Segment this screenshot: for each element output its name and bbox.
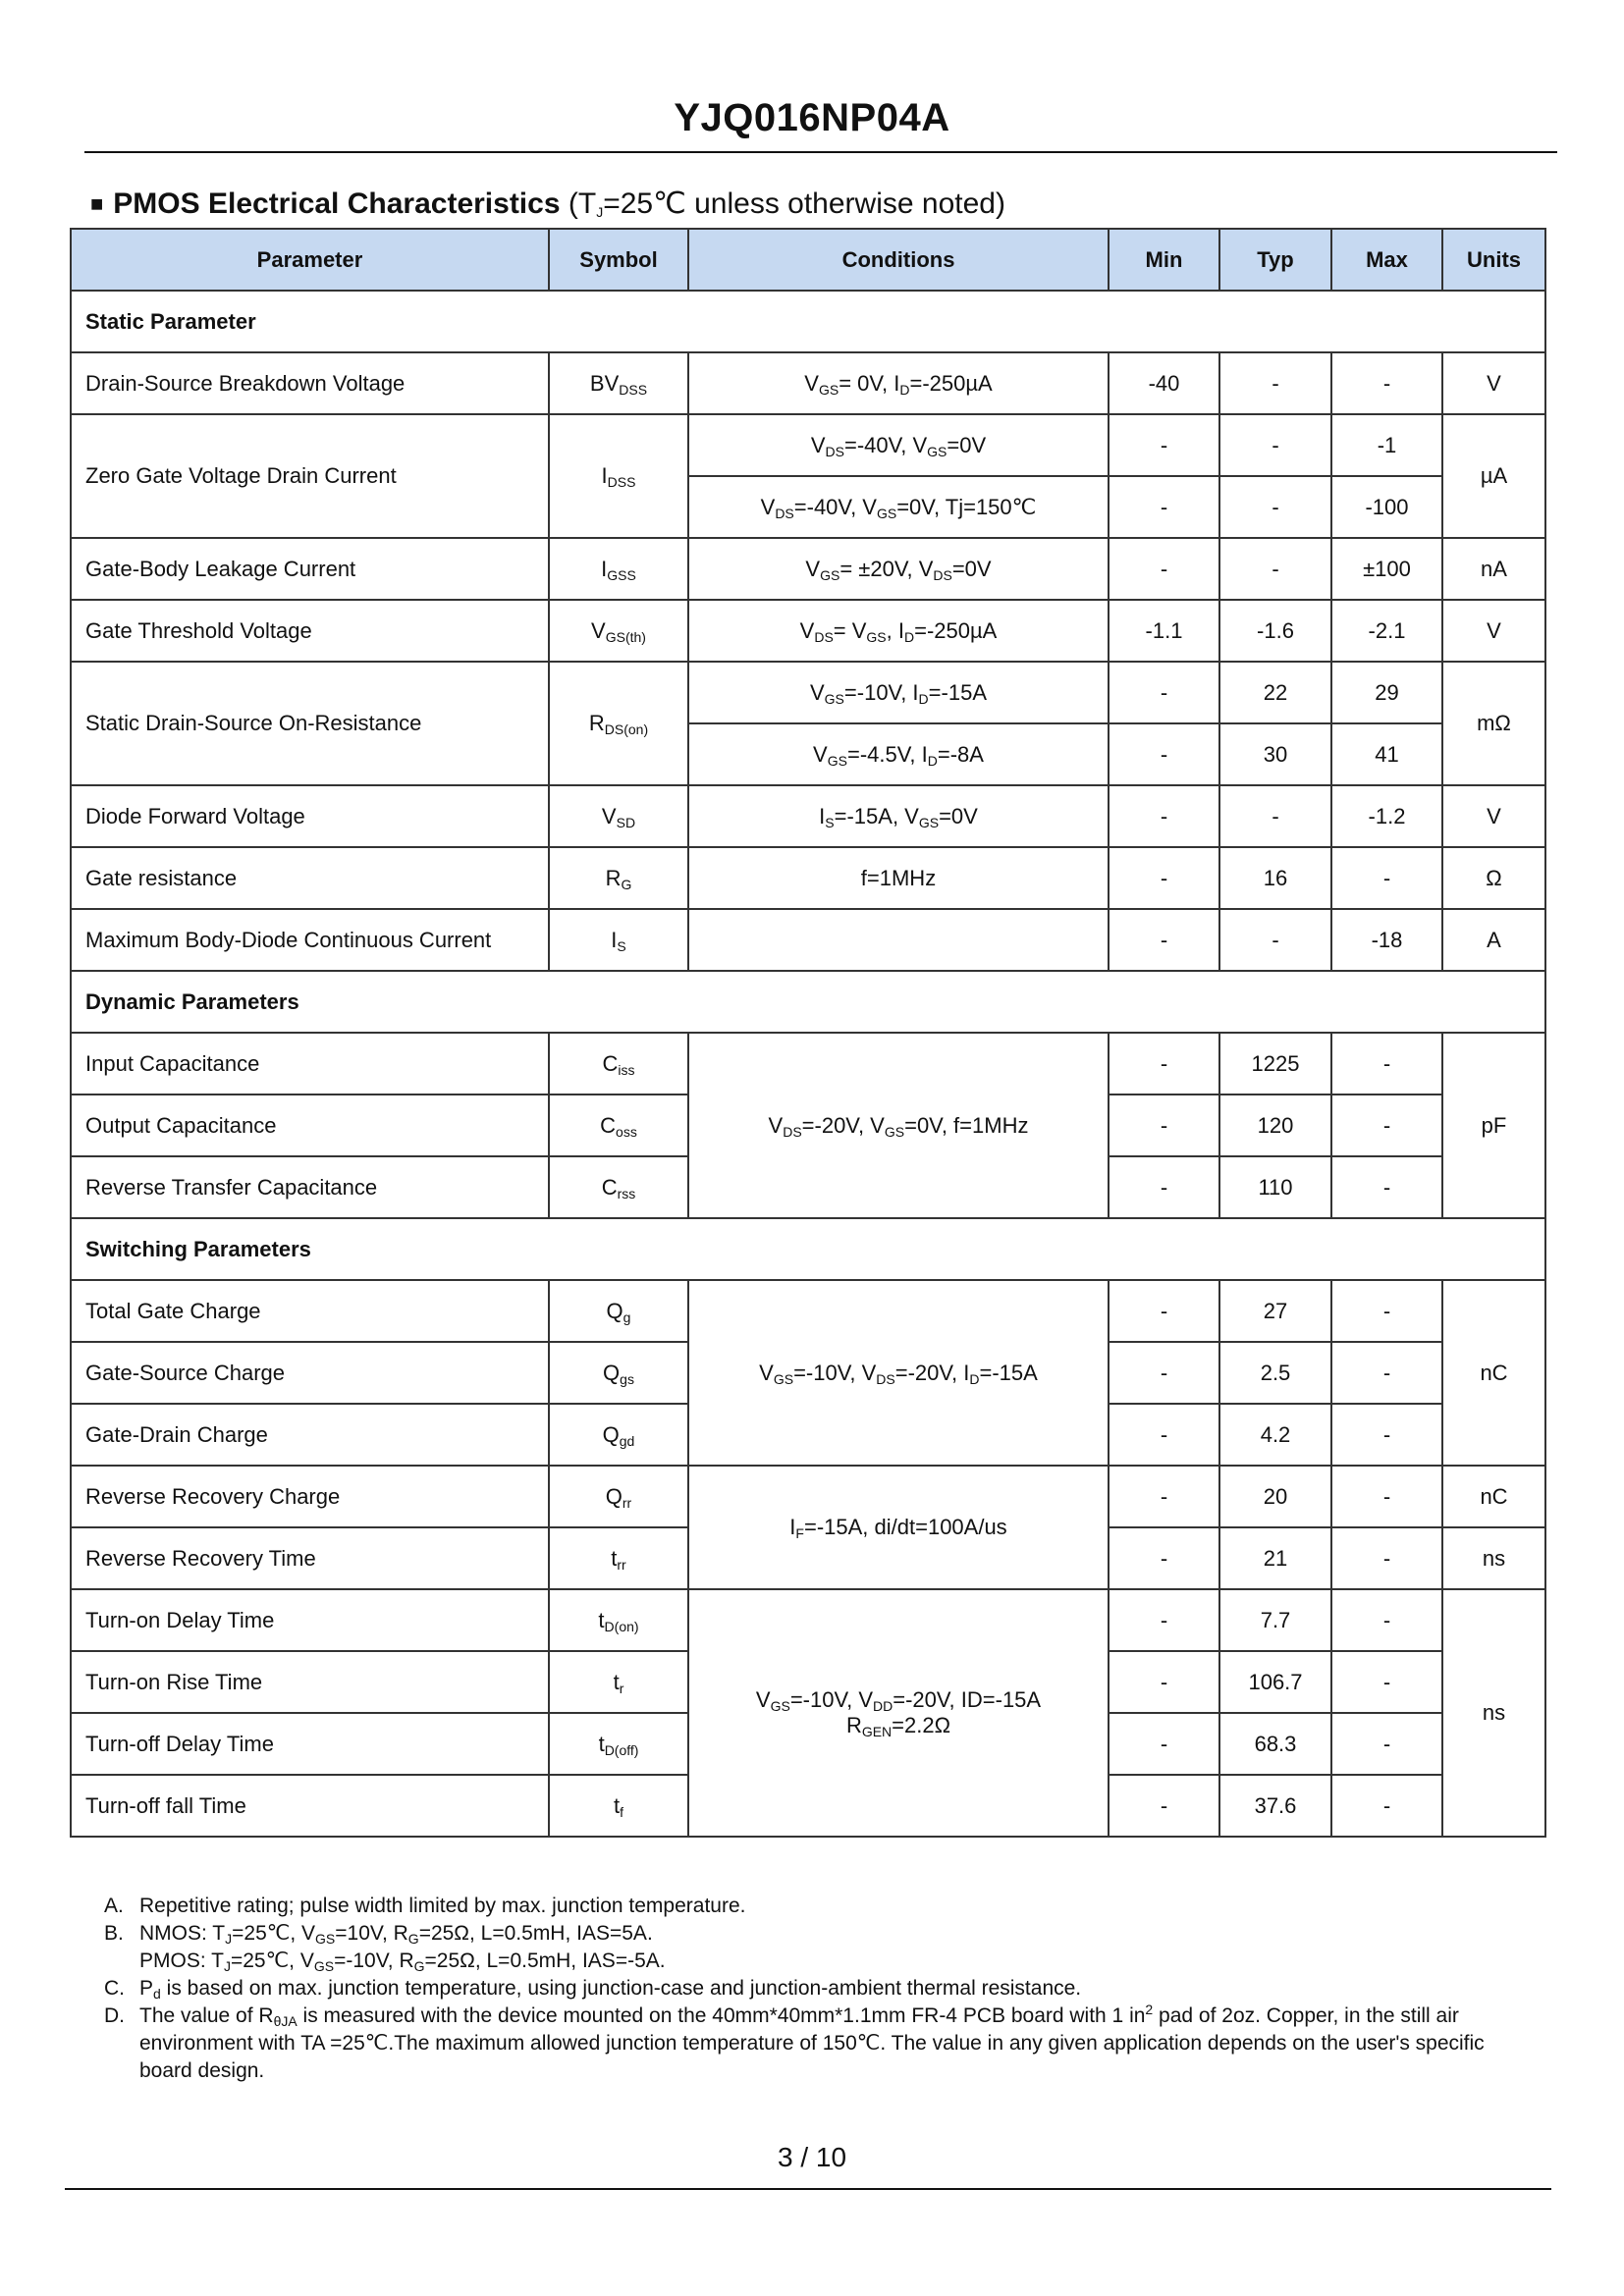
typ-cell: 37.6 bbox=[1219, 1775, 1331, 1837]
typ-cell: - bbox=[1219, 414, 1331, 476]
min-cell: - bbox=[1109, 1775, 1219, 1837]
min-cell: - bbox=[1109, 538, 1219, 600]
bullet-square-icon: ■ bbox=[90, 191, 104, 216]
min-cell: - bbox=[1109, 1033, 1219, 1095]
max-cell: 29 bbox=[1331, 662, 1442, 723]
table-row bbox=[71, 1033, 1545, 1095]
min-cell: -40 bbox=[1109, 352, 1219, 414]
symbol-cell: $t_{D(off)}$ bbox=[549, 1713, 688, 1775]
condition-cell: $V_{GS}= 0V$, $I_D=-250\mu A$ bbox=[688, 352, 1109, 414]
symbol-cell: $I_{GSS}$ bbox=[549, 538, 688, 600]
electrical-characteristics-table bbox=[70, 228, 1546, 1838]
section-title: PMOS Electrical Characteristics bbox=[113, 187, 561, 220]
max-cell: - bbox=[1331, 1651, 1442, 1713]
max-cell: - bbox=[1331, 1342, 1442, 1404]
unit-cell: pF bbox=[1442, 1033, 1545, 1218]
condition-cell: $V_{DS}=-20V$, $V_{GS}=0V$, f=1MHz bbox=[688, 1033, 1109, 1218]
group-dynamic: Dynamic Parameters bbox=[71, 971, 1545, 1033]
min-cell: -1.1 bbox=[1109, 600, 1219, 662]
condition-cell: $V_{GS}=-4.5V$, $I_D=-8A$ bbox=[688, 723, 1109, 785]
typ-cell: 4.2 bbox=[1219, 1404, 1331, 1466]
symbol-cell: $Q_{gs}$ bbox=[549, 1342, 688, 1404]
param-cell: Diode Forward Voltage bbox=[71, 785, 549, 847]
note-b: B. NMOS: $T_J=25℃$, $V_{GS}=10V$, $R_G=25\Omega$, L=0.5mH, IAS=5A. PMOS: $T_J=25℃$, $V_{GS}=-10V$, $R_G=25\Omega$, L=0.5mH, IAS=-5A. bbox=[104, 1922, 666, 1974]
max-cell: - bbox=[1331, 1156, 1442, 1218]
typ-cell: 30 bbox=[1219, 723, 1331, 785]
max-cell: - bbox=[1331, 1280, 1442, 1342]
symbol-cell: $V_{GS(th)}$ bbox=[549, 600, 688, 662]
symbol-cell: $t_{rr}$ bbox=[549, 1527, 688, 1589]
footer-divider bbox=[65, 2188, 1551, 2190]
min-cell: - bbox=[1109, 723, 1219, 785]
unit-cell: nC bbox=[1442, 1280, 1545, 1466]
param-cell: Total Gate Charge bbox=[71, 1280, 549, 1342]
max-cell: -18 bbox=[1331, 909, 1442, 971]
unit-cell: ns bbox=[1442, 1527, 1545, 1589]
symbol-cell: $V_{SD}$ bbox=[549, 785, 688, 847]
max-cell: ±100 bbox=[1331, 538, 1442, 600]
group-switching: Switching Parameters bbox=[71, 1218, 1545, 1280]
symbol-cell: $I_S$ bbox=[549, 909, 688, 971]
condition-cell: $I_F=-15A$, di/dt=100A/us bbox=[688, 1466, 1109, 1589]
max-cell: -1 bbox=[1331, 414, 1442, 476]
param-cell: Reverse Recovery Charge bbox=[71, 1466, 549, 1527]
max-cell: - bbox=[1331, 352, 1442, 414]
param-cell: Gate-Body Leakage Current bbox=[71, 538, 549, 600]
group-row-dynamic bbox=[71, 971, 1545, 1033]
param-cell: Gate-Source Charge bbox=[71, 1342, 549, 1404]
unit-cell: A bbox=[1442, 909, 1545, 971]
condition-cell: $V_{DS}= V_{GS}$, $I_D=-250\mu A$ bbox=[688, 600, 1109, 662]
symbol-cell: $Q_{rr}$ bbox=[549, 1466, 688, 1527]
group-row-switching bbox=[71, 1218, 1545, 1280]
min-cell: - bbox=[1109, 1651, 1219, 1713]
table-row bbox=[71, 1466, 1545, 1527]
table-row bbox=[71, 600, 1545, 662]
condition-cell: $V_{DS}=-40V$, $V_{GS}=0V$, Tj=150℃ bbox=[688, 476, 1109, 538]
max-cell: - bbox=[1331, 1466, 1442, 1527]
param-cell: Static Drain-Source On-Resistance bbox=[71, 662, 549, 785]
max-cell: -100 bbox=[1331, 476, 1442, 538]
unit-cell: mΩ bbox=[1442, 662, 1545, 785]
symbol-cell: $t_f$ bbox=[549, 1775, 688, 1837]
param-cell: Output Capacitance bbox=[71, 1095, 549, 1156]
unit-cell: Ω bbox=[1442, 847, 1545, 909]
max-cell: - bbox=[1331, 1404, 1442, 1466]
max-cell: - bbox=[1331, 847, 1442, 909]
min-cell: - bbox=[1109, 662, 1219, 723]
min-cell: - bbox=[1109, 1342, 1219, 1404]
typ-cell: - bbox=[1219, 538, 1331, 600]
symbol-cell: $R_G$ bbox=[549, 847, 688, 909]
table-row bbox=[71, 662, 1545, 723]
unit-cell: nA bbox=[1442, 538, 1545, 600]
max-cell: - bbox=[1331, 1775, 1442, 1837]
min-cell: - bbox=[1109, 1589, 1219, 1651]
min-cell: - bbox=[1109, 909, 1219, 971]
header-parameter: Parameter bbox=[71, 229, 549, 291]
table-row bbox=[71, 538, 1545, 600]
symbol-cell: $Q_{gd}$ bbox=[549, 1404, 688, 1466]
max-cell: -1.2 bbox=[1331, 785, 1442, 847]
min-cell: - bbox=[1109, 785, 1219, 847]
condition-cell: f=1MHz bbox=[688, 847, 1109, 909]
param-cell: Turn-on Delay Time bbox=[71, 1589, 549, 1651]
symbol-cell: $I_{DSS}$ bbox=[549, 414, 688, 538]
param-cell: Maximum Body-Diode Continuous Current bbox=[71, 909, 549, 971]
header-min: Min bbox=[1109, 229, 1219, 291]
typ-cell: 20 bbox=[1219, 1466, 1331, 1527]
typ-cell: 110 bbox=[1219, 1156, 1331, 1218]
param-cell: Input Capacitance bbox=[71, 1033, 549, 1095]
typ-cell: 1225 bbox=[1219, 1033, 1331, 1095]
max-cell: 41 bbox=[1331, 723, 1442, 785]
param-cell: Reverse Transfer Capacitance bbox=[71, 1156, 549, 1218]
title-divider bbox=[84, 151, 1557, 153]
note-c: C. $P_d$ is based on max. junction temperature, using junction-case and junction-ambient thermal resistance. bbox=[104, 1977, 1082, 2002]
header-typ: Typ bbox=[1219, 229, 1331, 291]
table-row bbox=[71, 352, 1545, 414]
symbol-cell: $C_{oss}$ bbox=[549, 1095, 688, 1156]
typ-cell: 106.7 bbox=[1219, 1651, 1331, 1713]
typ-cell: 120 bbox=[1219, 1095, 1331, 1156]
section-heading bbox=[90, 187, 1005, 221]
table-row bbox=[71, 1589, 1545, 1651]
page-number: 3 / 10 bbox=[777, 2142, 847, 2172]
note-a: A. Repetitive rating; pulse width limited by max. junction temperature. bbox=[104, 1895, 746, 1917]
symbol-cell: $t_{D(on)}$ bbox=[549, 1589, 688, 1651]
table-row bbox=[71, 414, 1545, 476]
typ-cell: -1.6 bbox=[1219, 600, 1331, 662]
min-cell: - bbox=[1109, 1095, 1219, 1156]
condition-cell: $V_{GS}=-10V$, $I_D=-15A$ bbox=[688, 662, 1109, 723]
typ-cell: - bbox=[1219, 476, 1331, 538]
param-cell: Turn-off Delay Time bbox=[71, 1713, 549, 1775]
document-title: YJQ016NP04A bbox=[674, 96, 950, 139]
param-cell: Reverse Recovery Time bbox=[71, 1527, 549, 1589]
symbol-cell: $t_r$ bbox=[549, 1651, 688, 1713]
header-units: Units bbox=[1442, 229, 1545, 291]
typ-cell: 21 bbox=[1219, 1527, 1331, 1589]
table-row bbox=[71, 847, 1545, 909]
max-cell: - bbox=[1331, 1033, 1442, 1095]
unit-cell: ns bbox=[1442, 1589, 1545, 1837]
param-cell: Drain-Source Breakdown Voltage bbox=[71, 352, 549, 414]
condition-cell: $V_{GS}=-10V$, $V_{DD}=-20V$, ID=-15A $R_{GEN}=2.2\Omega$ bbox=[688, 1589, 1109, 1837]
max-cell: - bbox=[1331, 1589, 1442, 1651]
header-symbol: Symbol bbox=[549, 229, 688, 291]
table-header-row bbox=[71, 229, 1545, 291]
unit-cell: µA bbox=[1442, 414, 1545, 538]
min-cell: - bbox=[1109, 1527, 1219, 1589]
symbol-cell: $BV_{DSS}$ bbox=[549, 352, 688, 414]
param-cell: Gate Threshold Voltage bbox=[71, 600, 549, 662]
condition-cell: $V_{GS}= \pm 20V$, $V_{DS}=0V$ bbox=[688, 538, 1109, 600]
param-cell: Turn-off fall Time bbox=[71, 1775, 549, 1837]
header-max: Max bbox=[1331, 229, 1442, 291]
param-cell: Gate-Drain Charge bbox=[71, 1404, 549, 1466]
symbol-cell: $C_{iss}$ bbox=[549, 1033, 688, 1095]
typ-cell: 2.5 bbox=[1219, 1342, 1331, 1404]
max-cell: - bbox=[1331, 1713, 1442, 1775]
unit-cell: V bbox=[1442, 785, 1545, 847]
section-condition: ($T_J=25℃$ unless otherwise noted) bbox=[568, 187, 1005, 220]
min-cell: - bbox=[1109, 1466, 1219, 1527]
table-row bbox=[71, 785, 1545, 847]
min-cell: - bbox=[1109, 1156, 1219, 1218]
min-cell: - bbox=[1109, 1280, 1219, 1342]
min-cell: - bbox=[1109, 847, 1219, 909]
max-cell: -2.1 bbox=[1331, 600, 1442, 662]
param-cell: Gate resistance bbox=[71, 847, 549, 909]
condition-cell: $V_{GS}=-10V$, $V_{DS}=-20V$, $I_D=-15A$ bbox=[688, 1280, 1109, 1466]
param-cell: Turn-on Rise Time bbox=[71, 1651, 549, 1713]
typ-cell: 16 bbox=[1219, 847, 1331, 909]
group-static: Static Parameter bbox=[71, 291, 1545, 352]
condition-cell: $I_S=-15A$, $V_{GS}=0V$ bbox=[688, 785, 1109, 847]
typ-cell: 7.7 bbox=[1219, 1589, 1331, 1651]
min-cell: - bbox=[1109, 1404, 1219, 1466]
table-row bbox=[71, 1280, 1545, 1342]
note-d: D. The value of $R_{\theta JA}$ is measured with the device mounted on the 40mm*40mm*1.1mm FR-4 PCB board with 1 $in^2$ pad of 2oz. Copper, in the still air environment with TA =25℃.The maximum allowed junction temperature of 150℃. The value in any given application depends on the user's specific board design. bbox=[104, 2002, 1485, 2082]
typ-cell: 22 bbox=[1219, 662, 1331, 723]
unit-cell: nC bbox=[1442, 1466, 1545, 1527]
unit-cell: V bbox=[1442, 600, 1545, 662]
typ-cell: - bbox=[1219, 352, 1331, 414]
header-conditions: Conditions bbox=[688, 229, 1109, 291]
symbol-cell: $Q_g$ bbox=[549, 1280, 688, 1342]
condition-cell: $V_{DS}=-40V$, $V_{GS}=0V$ bbox=[688, 414, 1109, 476]
typ-cell: - bbox=[1219, 909, 1331, 971]
typ-cell: - bbox=[1219, 785, 1331, 847]
group-row-static bbox=[71, 291, 1545, 352]
max-cell: - bbox=[1331, 1095, 1442, 1156]
symbol-cell: $R_{DS(on)}$ bbox=[549, 662, 688, 785]
typ-cell: 68.3 bbox=[1219, 1713, 1331, 1775]
condition-cell bbox=[688, 909, 1109, 971]
typ-cell: 27 bbox=[1219, 1280, 1331, 1342]
min-cell: - bbox=[1109, 476, 1219, 538]
min-cell: - bbox=[1109, 414, 1219, 476]
param-cell: Zero Gate Voltage Drain Current bbox=[71, 414, 549, 538]
max-cell: - bbox=[1331, 1527, 1442, 1589]
footnotes bbox=[104, 1893, 1538, 2085]
min-cell: - bbox=[1109, 1713, 1219, 1775]
symbol-cell: $C_{rss}$ bbox=[549, 1156, 688, 1218]
table-row bbox=[71, 909, 1545, 971]
unit-cell: V bbox=[1442, 352, 1545, 414]
